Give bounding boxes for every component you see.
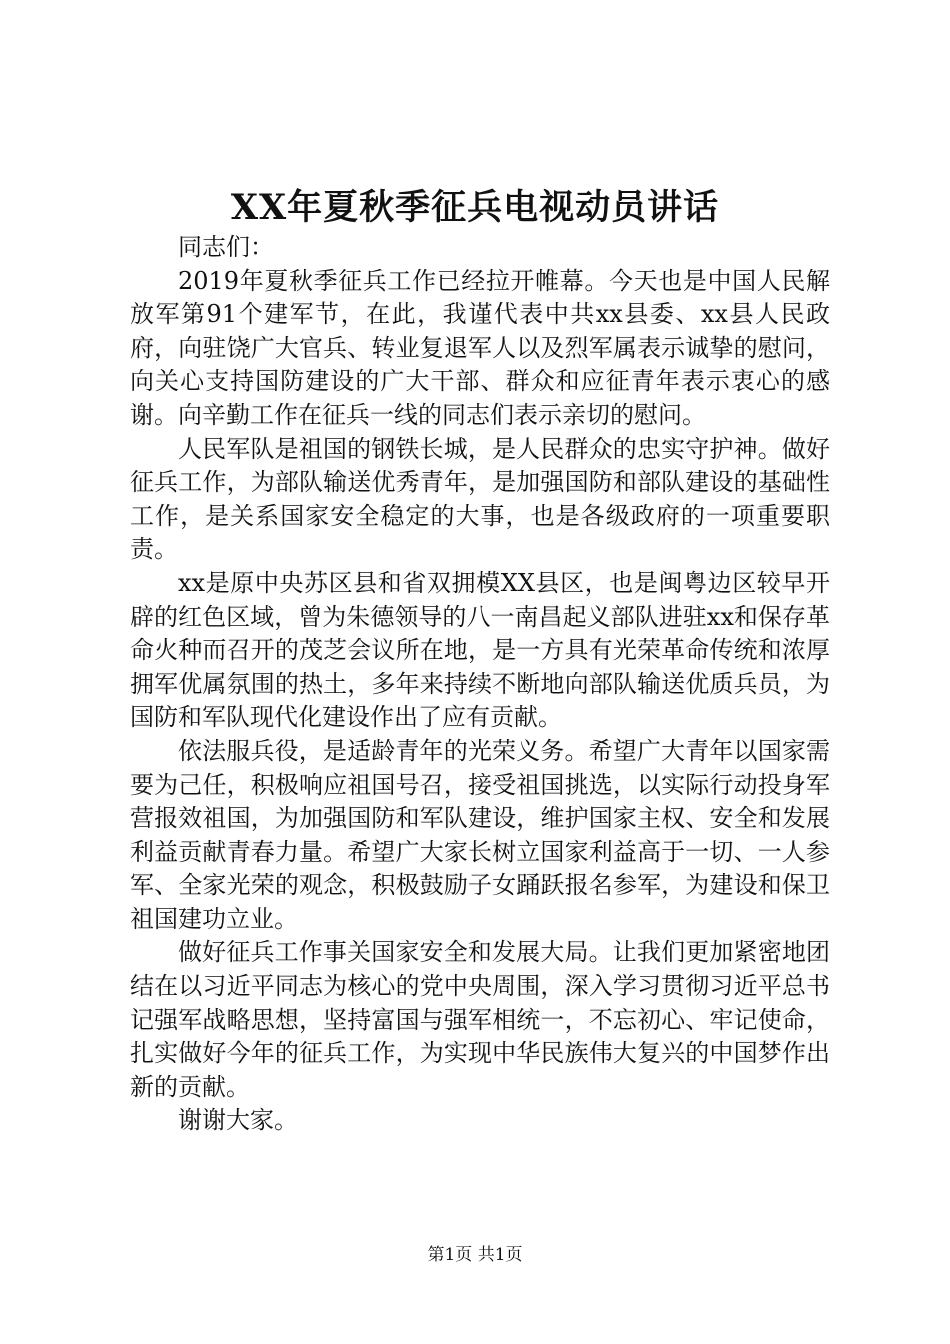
paragraph: xx是原中央苏区县和省双拥模XX县区，也是闽粤边区较早开辟的红色区域，曾为朱德领导的八一南昌起义部队进驻xx和保存革命火种而召开的茂芝会议所在地，是一方具有光荣革命传统和浓厚拥军优属氛围的热土，多年来持续不断地向部队输送优质兵员，为国防和军队现代化建设作出了应有贡献。 xyxy=(130,568,830,732)
page-footer: 第1页 共1页 xyxy=(427,1245,523,1265)
paragraph: 依法服兵役，是适龄青年的光荣义务。希望广大青年以国家需要为己任，积极响应祖国号召，接受祖国挑选，以实际行动投身军营报效祖国，为加强国防和军队建设，维护国家主权、安全和发展利益贡献青春力量。希望广大家长树立国家利益高于一切、一人参军、全家光荣的观念，积极鼓励子女踊跃报名参军，为建设和保卫祖国建功立业。 xyxy=(130,736,830,933)
closing: 谢谢大家。 xyxy=(178,1106,298,1135)
paragraph: 做好征兵工作事关国家安全和发展大局。让我们更加紧密地团结在以习近平同志为核心的党中央周围，深入学习贯彻习近平总书记强军战略思想，坚持富国与强军相统一，不忘初心、牢记使命，扎实做好今年的征兵工作，为实现中华民族伟大复兴的中国梦作出新的贡献。 xyxy=(130,938,830,1101)
salutation: 同志们： xyxy=(178,233,274,261)
paragraph: 人民军队是祖国的钢铁长城，是人民群众的忠实守护神。做好征兵工作，为部队输送优秀青年，是加强国防和部队建设的基础性工作，是关系国家安全稳定的大事，也是各级政府的一项重要职责。 xyxy=(130,434,830,564)
paragraph: 2019年夏秋季征兵工作已经拉开帷幕。今天也是中国人民解放军第91个建军节，在此，我谨代表中共xx县委、xx县人民政府，向驻饶广大官兵、转业复退军人以及烈军属表示诚挚的慰问，向关心支持国防建设的广大干部、群众和应征青年表示衷心的感谢。向辛勤工作在征兵一线的同志们表示亲切的慰问。 xyxy=(130,266,830,429)
document-body xyxy=(130,231,830,1138)
document-title: XX年夏秋季征兵电视动员讲话 xyxy=(230,187,720,228)
